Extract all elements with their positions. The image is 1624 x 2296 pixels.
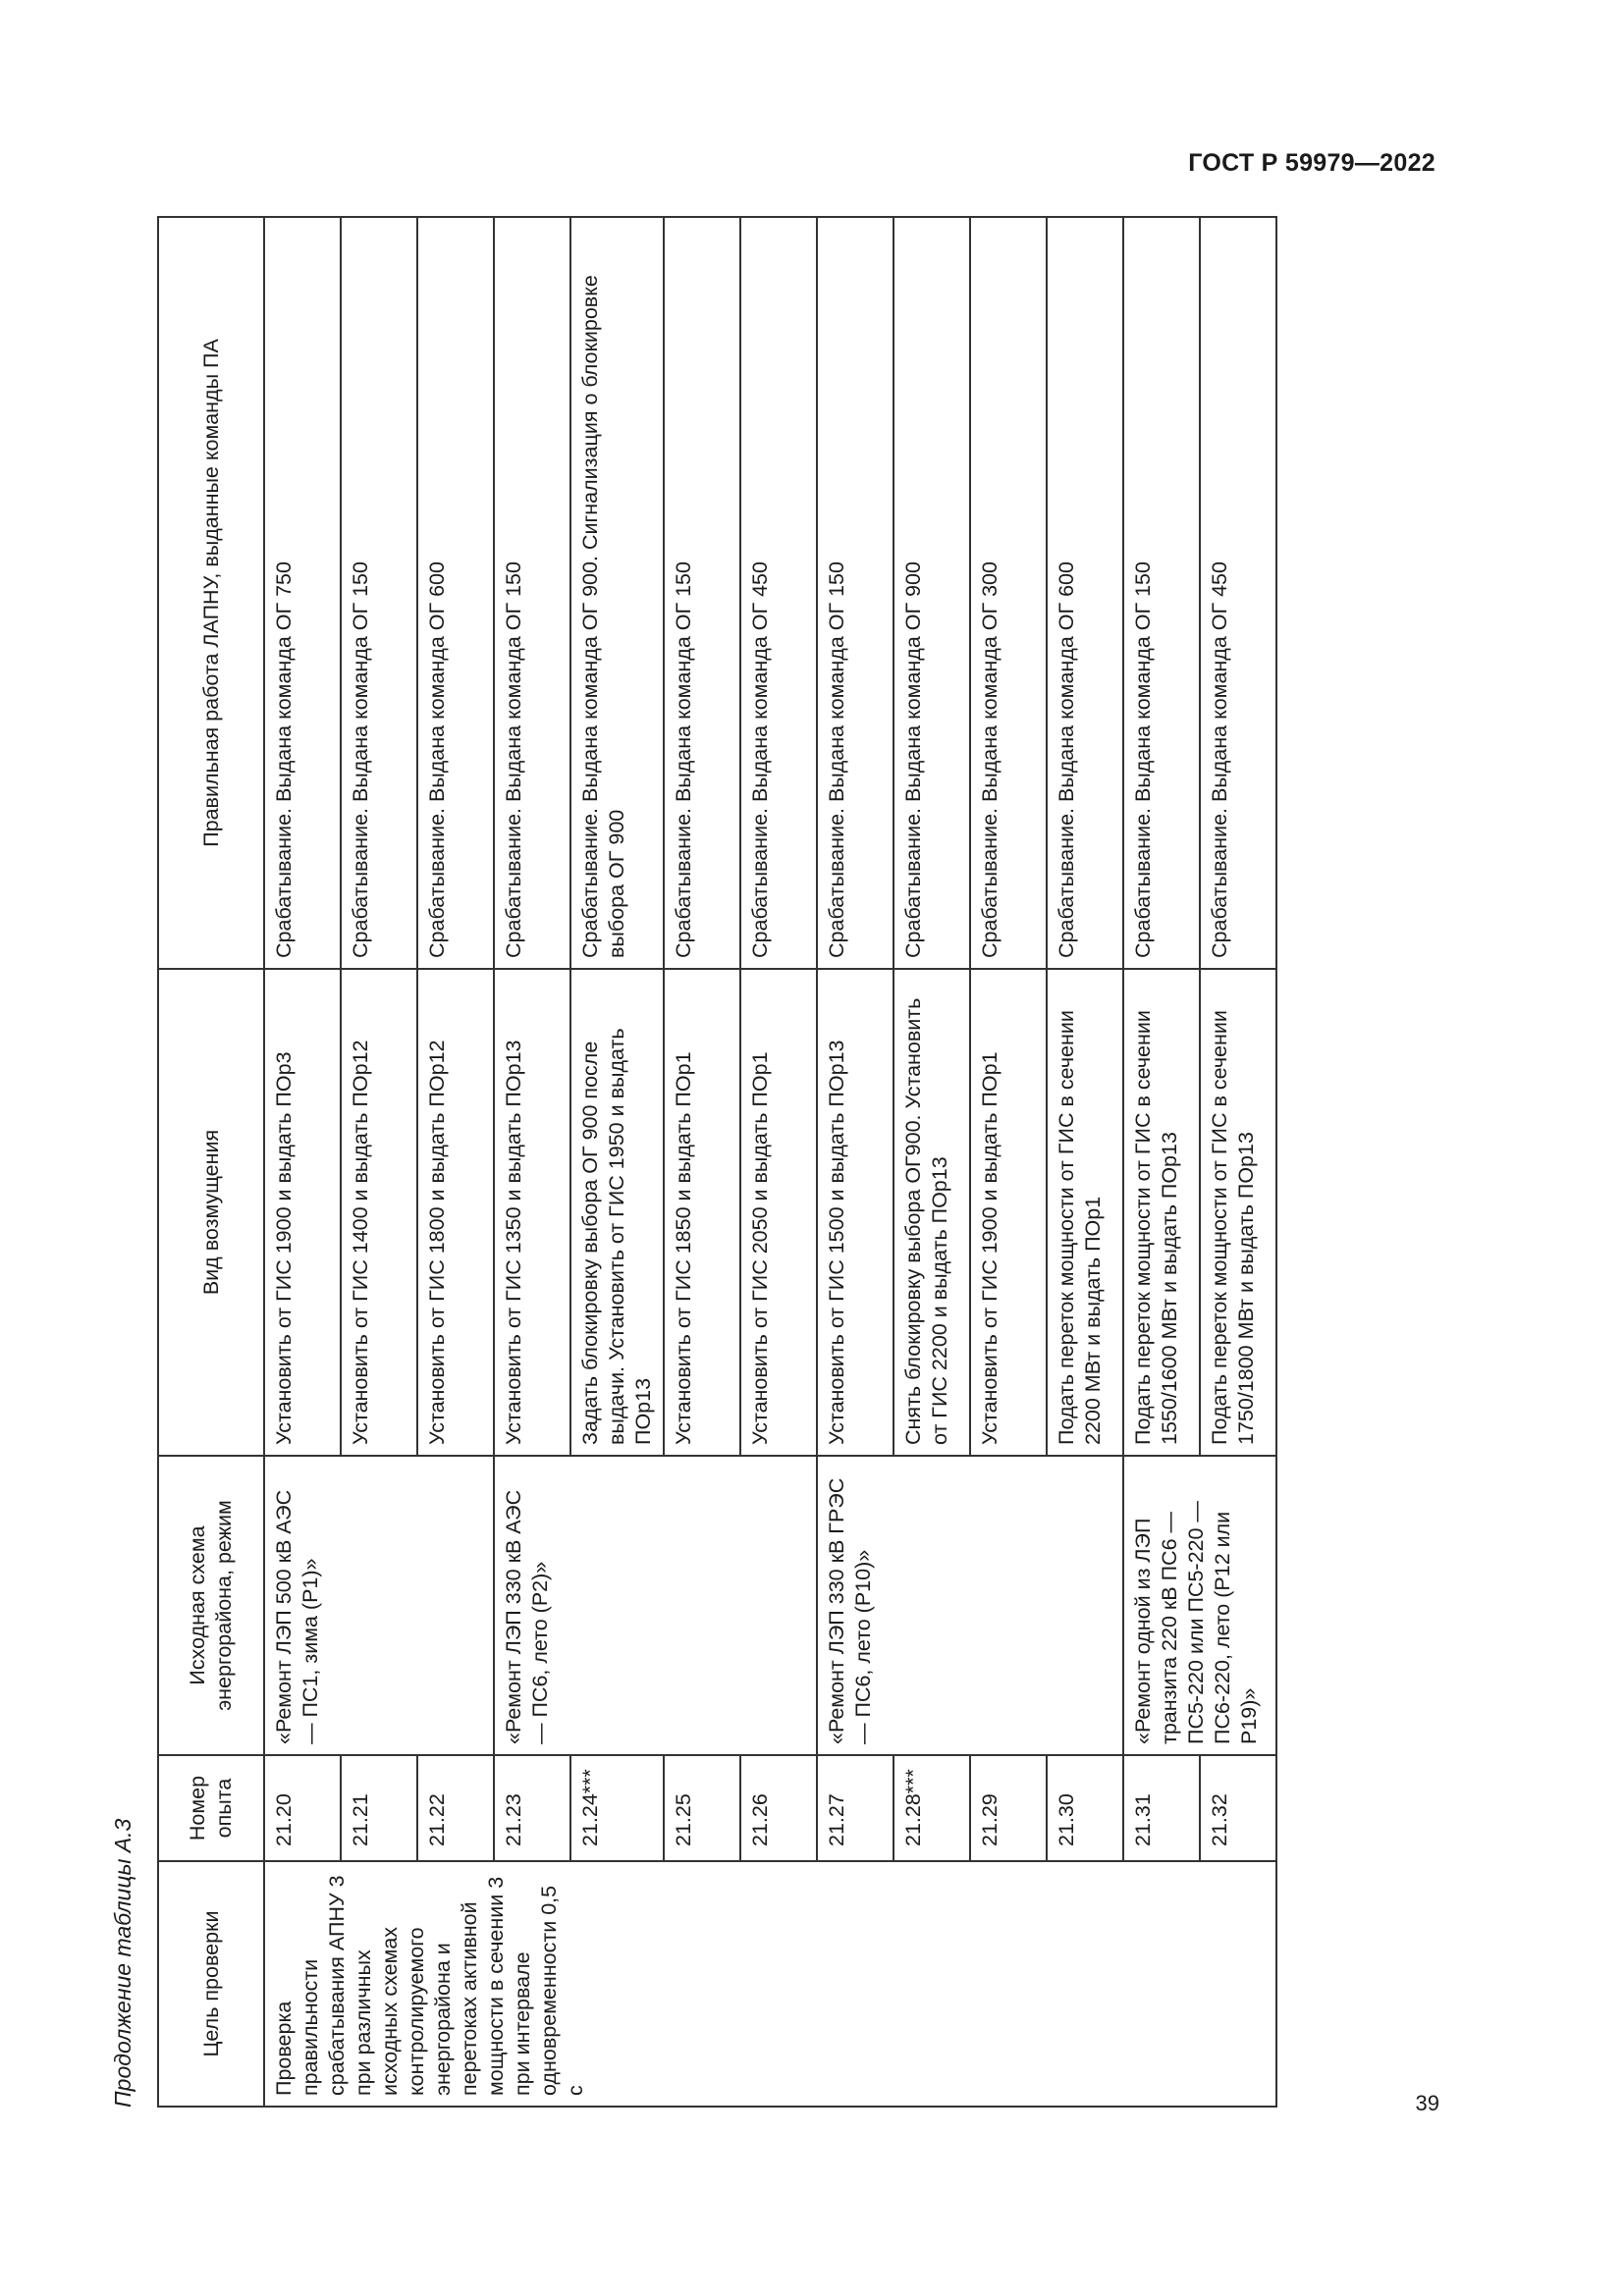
number-cell: 21.24*** <box>570 1755 664 1861</box>
page-number: 39 <box>1415 2091 1439 2115</box>
table-row <box>1047 217 1123 2107</box>
disturbance-cell: Установить от ГИС 2050 и выдать ПОр1 <box>740 969 817 1456</box>
number-cell: 21.30 <box>1047 1755 1123 1861</box>
number-cell: 21.21 <box>341 1755 417 1861</box>
rotated-table-block <box>108 218 1365 2108</box>
number-cell: 21.20 <box>264 1755 341 1861</box>
header-number: Номер опыта <box>158 1755 264 1861</box>
disturbance-cell: Установить от ГИС 1850 и выдать ПОр1 <box>664 969 740 1456</box>
disturbance-cell: Снять блокировку выбора ОГ900. Установить от ГИС 2200 и выдать ПОр13 <box>893 969 970 1456</box>
disturbance-cell: Подать переток мощности от ГИС в сечении 1550/1600 МВт и выдать ПОр13 <box>1123 969 1200 1456</box>
result-cell: Срабатывание. Выдана команда ОГ 150 <box>664 217 740 969</box>
table-row <box>570 217 664 2107</box>
disturbance-cell: Задать блокировку выбора ОГ 900 после выдачи. Установить от ГИС 1950 и выдать ПОр13 <box>570 969 664 1456</box>
test-table <box>157 216 1277 2108</box>
disturbance-cell: Установить от ГИС 1400 и выдать ПОр12 <box>341 969 417 1456</box>
table-row <box>664 217 740 2107</box>
result-cell: Срабатывание. Выдана команда ОГ 150 <box>494 217 570 969</box>
number-cell: 21.22 <box>417 1755 494 1861</box>
result-cell: Срабатывание. Выдана команда ОГ 600 <box>1047 217 1123 969</box>
header-scheme: Исходная схема энергорайона, режим <box>158 1456 264 1755</box>
number-cell: 21.27 <box>817 1755 893 1861</box>
result-cell: Срабатывание. Выдана команда ОГ 150 <box>817 217 893 969</box>
table-row <box>417 217 494 2107</box>
result-cell: Срабатывание. Выдана команда ОГ 450 <box>1200 217 1276 969</box>
number-cell: 21.31 <box>1123 1755 1200 1861</box>
table-row <box>341 217 417 2107</box>
disturbance-cell: Установить от ГИС 1800 и выдать ПОр12 <box>417 969 494 1456</box>
result-cell: Срабатывание. Выдана команда ОГ 150 <box>341 217 417 969</box>
table-row <box>740 217 817 2107</box>
result-cell: Срабатывание. Выдана команда ОГ 600 <box>417 217 494 969</box>
number-cell: 21.32 <box>1200 1755 1276 1861</box>
header-result: Правильная работа ЛАПНУ, выданные команды ПА <box>158 217 264 969</box>
scheme-cell: «Ремонт ЛЭП 330 кВ ГРЭС — ПС6, лето (Р10)» <box>817 1456 1123 1755</box>
table-header-row <box>158 217 264 2107</box>
goal-cell: Проверка правильности срабатывания АПНУ 3 при различных исходных схемах контролируемого энергорайона и перетоках активной мощности в сечении 3 при интервале одновременности 0,5 с <box>264 1861 1276 2107</box>
table-row <box>1123 217 1200 2107</box>
disturbance-cell: Подать переток мощности от ГИС в сечении 2200 МВт и выдать ПОр1 <box>1047 969 1123 1456</box>
result-cell: Срабатывание. Выдана команда ОГ 150 <box>1123 217 1200 969</box>
result-cell: Срабатывание. Выдана команда ОГ 900. Сигнализация о блокировке выбора ОГ 900 <box>570 217 664 969</box>
table-row <box>264 217 341 2107</box>
result-cell: Срабатывание. Выдана команда ОГ 900 <box>893 217 970 969</box>
table-row <box>893 217 970 2107</box>
disturbance-cell: Подать переток мощности от ГИС в сечении 1750/1800 МВт и выдать ПОр13 <box>1200 969 1276 1456</box>
table-row <box>1200 217 1276 2107</box>
disturbance-cell: Установить от ГИС 1900 и выдать ПОр3 <box>264 969 341 1456</box>
number-cell: 21.23 <box>494 1755 570 1861</box>
result-cell: Срабатывание. Выдана команда ОГ 750 <box>264 217 341 969</box>
disturbance-cell: Установить от ГИС 1900 и выдать ПОр1 <box>970 969 1047 1456</box>
number-cell: 21.26 <box>740 1755 817 1861</box>
scheme-cell: «Ремонт ЛЭП 330 кВ АЭС — ПС6, лето (Р2)» <box>494 1456 817 1755</box>
result-cell: Срабатывание. Выдана команда ОГ 300 <box>970 217 1047 969</box>
header-disturbance: Вид возмущения <box>158 969 264 1456</box>
header-goal: Цель проверки <box>158 1861 264 2107</box>
table-row <box>970 217 1047 2107</box>
scheme-cell: «Ремонт одной из ЛЭП транзита 220 кВ ПС6 — ПС5-220 или ПС5-220 — ПС6-220, лето (Р12 или Р19)» <box>1123 1456 1276 1755</box>
table-row <box>817 217 893 2107</box>
number-cell: 21.29 <box>970 1755 1047 1861</box>
document-standard-number: ГОСТ Р 59979—2022 <box>1188 149 1435 177</box>
disturbance-cell: Установить от ГИС 1500 и выдать ПОр13 <box>817 969 893 1456</box>
disturbance-cell: Установить от ГИС 1350 и выдать ПОр13 <box>494 969 570 1456</box>
number-cell: 21.28*** <box>893 1755 970 1861</box>
scheme-cell: «Ремонт ЛЭП 500 кВ АЭС — ПС1, зима (Р1)» <box>264 1456 494 1755</box>
result-cell: Срабатывание. Выдана команда ОГ 450 <box>740 217 817 969</box>
table-continuation-label: Продолжение таблицы А.3 <box>110 1818 135 2108</box>
table-row <box>494 217 570 2107</box>
number-cell: 21.25 <box>664 1755 740 1861</box>
